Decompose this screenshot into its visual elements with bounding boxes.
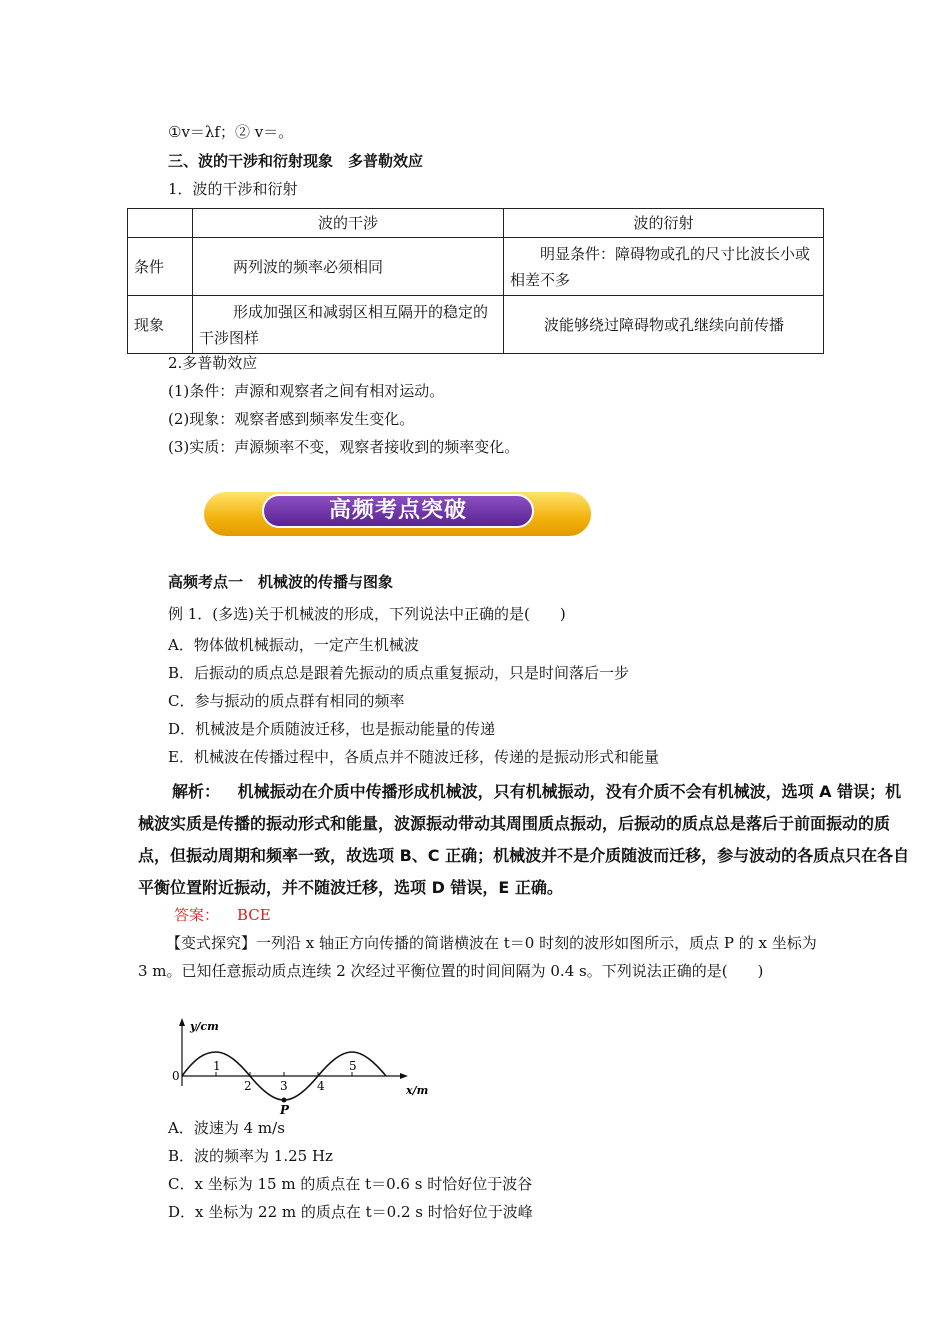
- tick-label: 2: [244, 1079, 252, 1093]
- origin-label: 0: [172, 1069, 180, 1083]
- section-title: 三、波的干涉和衍射现象 多普勒效应: [168, 152, 424, 170]
- y-axis-arrow: [179, 1018, 185, 1026]
- section-banner: [204, 492, 591, 536]
- variant-option-c: C．x 坐标为 15 m 的质点在 t＝0.6 s 时恰好位于波谷: [168, 1175, 533, 1193]
- topic-title: 高频考点一 机械波的传播与图象: [168, 573, 394, 591]
- example-question: 例 1．(多选)关于机械波的形成，下列说法中正确的是( ): [168, 605, 566, 623]
- banner-text: 高频考点突破: [328, 498, 467, 523]
- option-e: E．机械波在传播过程中，各质点并不随波迁移，传递的是振动形式和能量: [168, 748, 659, 766]
- list-item: (3)实质：声源频率不变，观察者接收到的频率变化。: [168, 438, 520, 456]
- tick-label: 4: [317, 1079, 325, 1093]
- analysis-block: [138, 776, 910, 904]
- wave-graph: [160, 1014, 435, 1114]
- table-header-diffraction: 波的衍射: [504, 209, 824, 238]
- answer-value: BCE: [237, 906, 271, 924]
- subsection-title: 1．波的干涉和衍射: [168, 180, 298, 198]
- table-cell: 形成加强区和减弱区相互隔开的稳定的干涉图样: [193, 296, 504, 354]
- tick-label: 5: [349, 1059, 357, 1073]
- analysis-text: 机械振动在介质中传播形成机械波，只有机械振动，没有介质不会有机械波，选项 A 错误；机械波实质是传播的振动形式和能量，波源振动带动其周围质点振动，后振动的质点总是落后于前面振动的质点，但振动周期和频率一致，故选项 B、C 正确；机械波并不是介质随波而迁移，参与波动的各质点只在各自平衡位置附近振动，并不随波迁移，选项 D 错误，E 正确。: [138, 782, 910, 897]
- x-axis-arrow: [400, 1073, 408, 1079]
- variant-question: 【变式探究】一列沿 x 轴正方向传播的简谐横波在 t＝0 时刻的波形如图所示，质点 P 的 x 坐标为 3 m。已知任意振动质点连续 2 次经过平衡位置的时间间隔为 0.4 s。下列说法正确的是( ): [138, 934, 817, 980]
- option-a: A．物体做机械振动，一定产生机械波: [168, 636, 419, 654]
- x-axis-label: x/m: [406, 1084, 429, 1097]
- option-d: D．机械波是介质随波迁移，也是振动能量的传递: [168, 720, 496, 738]
- tick-label: 1: [213, 1059, 221, 1073]
- formula-line: ①v＝λf；② v＝。: [168, 123, 294, 141]
- doppler-title: 2.多普勒效应: [168, 354, 258, 372]
- list-item: (2)现象：观察者感到频率发生变化。: [168, 410, 415, 428]
- variant-option-a: A．波速为 4 m/s: [168, 1119, 285, 1137]
- table-header-interference: 波的干涉: [193, 209, 504, 238]
- point-p-marker: [282, 1098, 287, 1103]
- option-b: B．后振动的质点总是跟着先振动的质点重复振动，只是时间落后一步: [168, 664, 630, 682]
- variant-option-d: D．x 坐标为 22 m 的质点在 t＝0.2 s 时恰好位于波峰: [168, 1203, 533, 1221]
- answer-label: 答案：: [174, 906, 220, 924]
- table-cell: 明显条件：障碍物或孔的尺寸比波长小或相差不多: [504, 238, 824, 296]
- table-row-label: 现象: [128, 296, 193, 354]
- point-p-label: P: [280, 1103, 290, 1114]
- interference-diffraction-table: [127, 208, 824, 354]
- list-item: (1)条件：声源和观察者之间有相对运动。: [168, 382, 445, 400]
- variant-option-b: B．波的频率为 1.25 Hz: [168, 1147, 333, 1165]
- table-row-label: 条件: [128, 238, 193, 296]
- tick-label: 3: [280, 1079, 288, 1093]
- table-cell: 波能够绕过障碍物或孔继续向前传播: [504, 296, 824, 354]
- analysis-label: 解析：: [172, 782, 221, 801]
- table-cell: 两列波的频率必须相同: [193, 238, 504, 296]
- option-c: C．参与振动的质点群有相同的频率: [168, 692, 405, 710]
- y-axis-label: y/cm: [190, 1020, 219, 1033]
- table-header-empty: [128, 209, 193, 238]
